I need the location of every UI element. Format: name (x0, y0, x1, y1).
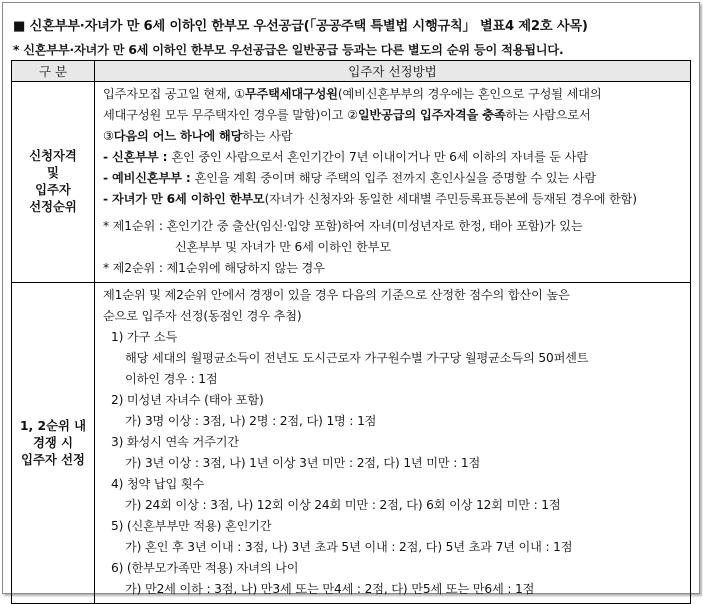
emphasis-text: 다음의 어느 하나에 해당 (113, 129, 243, 143)
page-title: ■ 신혼부부·자녀가 만 6세 이하인 한부모 우선공급(「공공주택 특별법 시행규칙」 별표4 제2호 사목) (13, 19, 588, 34)
table-row (12, 82, 691, 283)
text: 입주자모집 공고일 현재, ① (103, 87, 245, 101)
text: 세대구성원 모두 무주택자인 경우를 말함)이고 ② (103, 108, 358, 122)
rank-line: * 제1순위 : 혼인기간 중 출산(임신·입양 포함)하여 자녀(미성년자로 한정, 태아 포함)가 있는 (103, 219, 583, 233)
text: (예비신혼부부의 경우에는 혼인으로 구성될 세대의 (337, 87, 602, 101)
row1-label-line: 선정순위 (29, 200, 77, 214)
definition-term: - 자녀가 만 6세 이하인 한부모 (103, 192, 265, 206)
qualification-line (103, 105, 690, 126)
definition-text: (자녀가 신청자와 동일한 세대별 주민등록표등본에 등재된 경우에 한함) (264, 192, 637, 206)
score-line: 2) 미성년 자녀수 (태아 포함) (111, 393, 264, 407)
row2-label-line: 입주자 선정 (21, 452, 85, 467)
rank-line: 신혼부부 및 자녀가 만 6세 이하인 한부모 (175, 240, 391, 254)
text: 하는 사람으로서 (505, 108, 591, 122)
row1-label-line: 및 (47, 166, 59, 180)
definition-line (103, 147, 690, 168)
row2-label (12, 283, 95, 604)
header-method: 입주자 선정방법 (95, 61, 691, 82)
score-line: 3) 화성시 연속 거주기간 (111, 435, 239, 449)
table-row (12, 283, 691, 604)
row1-content (95, 82, 691, 283)
definition-line (103, 168, 690, 189)
page-subtitle: * 신혼부부·자녀가 만 6세 이하인 한부모 우선공급은 일반공급 등과는 다른 별도의 순위 등이 적용됩니다. (13, 43, 564, 57)
score-line: 가) 3년 이상 : 3점, 나) 1년 이상 3년 미만 : 2점, 다) 1년 미만 : 1점 (125, 456, 481, 470)
score-line: 가) 만2세 이하 : 3점, 나) 만3세 또는 만4세 : 2점, 다) 만5세 또는 만6세 : 1점 (125, 582, 535, 596)
rank-line: * 제2순위 : 제1순위에 해당하지 않는 경우 (103, 261, 325, 275)
row1-label-line: 신청자격 (29, 149, 77, 163)
score-line: 가) 3명 이상 : 3점, 나) 2명 : 2점, 다) 1명 : 1점 (125, 414, 377, 428)
score-line: 6) (한부모가족만 적용) 자녀의 나이 (111, 561, 299, 575)
score-line: 이하인 경우 : 1점 (125, 372, 218, 386)
score-line: 해당 세대의 월평균소득이 전년도 도시근로자 가구원수별 가구당 월평균소득의 50퍼센트 (125, 351, 589, 365)
score-line: 가) 혼인 후 3년 이내 : 3점, 나) 3년 초과 5년 이내 : 2점, 다) 5년 초과 7년 이내 : 1점 (125, 540, 573, 554)
row2-label-line: 경쟁 시 (33, 435, 73, 450)
definition-term: - 예비신혼부부 : (103, 171, 195, 185)
score-line: 1) 가구 소득 (111, 330, 178, 344)
row1-label-line: 입주자 (35, 183, 71, 197)
qualification-line (103, 84, 690, 105)
emphasis-text: 무주택세대구성원 (244, 87, 338, 101)
score-line: 5) (신혼부부만 적용) 혼인기간 (111, 519, 272, 533)
definition-line (103, 189, 690, 210)
header-category: 구 분 (12, 61, 95, 82)
score-line: 가) 24회 이상 : 3점, 나) 12회 이상 24회 미만 : 2점, 다) 6회 이상 12회 미만 : 1점 (125, 498, 561, 512)
definition-term: - 신혼부부 : (103, 150, 172, 164)
row2-label-line: 1, 2순위 내 (20, 418, 86, 433)
score-line: 순으로 입주자 선정(동점인 경우 추첨) (103, 309, 302, 323)
score-line: 제1순위 및 제2순위 안에서 경쟁이 있을 경우 다음의 기준으로 산정한 점수의 합산이 높은 (103, 288, 570, 302)
emphasis-text: 일반공급의 입주자격을 충족 (357, 108, 506, 122)
definition-text: 혼인을 계획 중이며 해당 주택의 입주 전까지 혼인사실을 증명할 수 있는 사람 (194, 171, 596, 185)
score-line: 4) 청약 납입 횟수 (111, 477, 205, 491)
table-header-row (12, 61, 691, 82)
definition-text: 혼인 중인 사람으로서 혼인기간이 7년 이내이거나 만 6세 이하의 자녀를 둔 사람 (171, 150, 588, 164)
row1-label (12, 82, 95, 283)
text: 하는 사람 (242, 129, 293, 143)
text: ③ (103, 129, 114, 143)
selection-table (11, 60, 691, 604)
qualification-line (103, 126, 690, 147)
row2-content (95, 283, 691, 604)
